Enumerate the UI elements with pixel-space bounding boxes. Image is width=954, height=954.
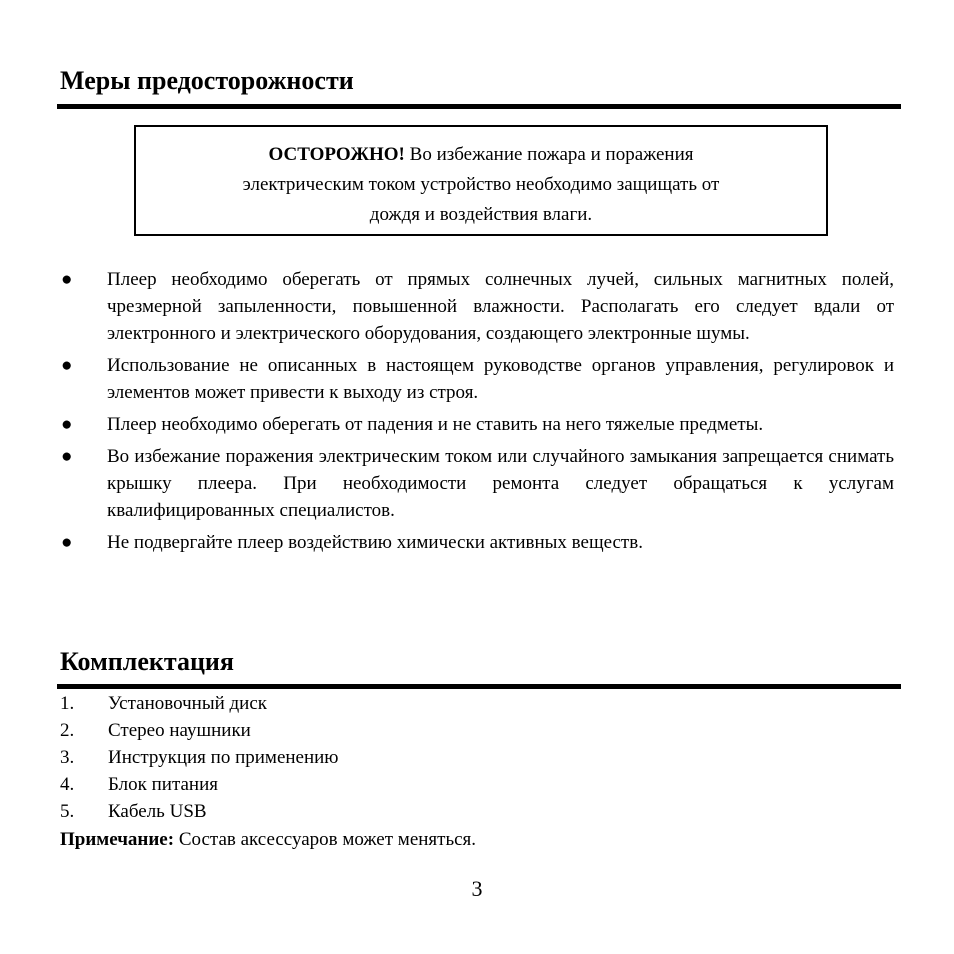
precautions-heading-rule [57, 104, 901, 109]
list-item [60, 744, 894, 771]
warning-line-1 [136, 140, 826, 170]
contents-heading-rule [57, 684, 901, 689]
list-number: 2. [60, 720, 75, 741]
list-number: 3. [60, 747, 75, 768]
list-item [60, 690, 894, 717]
warning-label: ОСТОРОЖНО! [268, 144, 405, 165]
list-item [60, 352, 894, 406]
contents-list [60, 690, 894, 825]
bullet-icon: ● [61, 414, 73, 435]
list-number: 1. [60, 693, 75, 714]
warning-line-2: электрическим током устройство необходимо защищать от [242, 174, 720, 195]
list-item [60, 798, 894, 825]
list-item [60, 411, 894, 438]
list-item-text: Блок питания [108, 774, 219, 795]
note-label: Примечание: [60, 829, 175, 850]
warning-box [134, 125, 828, 236]
list-number: 4. [60, 774, 75, 795]
list-item-text: Инструкция по применению [108, 747, 339, 768]
list-item [60, 529, 894, 556]
list-item [60, 771, 894, 798]
page-number: 3 [471, 876, 483, 901]
bullet-icon: ● [61, 446, 73, 467]
list-item-text: Кабель USB [108, 801, 207, 822]
list-item-text: Установочный диск [108, 693, 267, 714]
precautions-heading: Меры предосторожности [60, 66, 354, 95]
list-item-text: Использование не описанных в настоящем руководстве органов управления, регулировок и элементов может привести к выходу из строя. [107, 355, 894, 403]
bullet-icon: ● [61, 355, 73, 376]
list-item-text: Плеер необходимо оберегать от прямых солнечных лучей, сильных магнитных полей, чрезмерной запыленности, повышенной влажности. Располагать его следует вдали от электронного и электрического оборудования, создающего электронные шумы. [107, 269, 894, 344]
warning-line-3: дождя и воздействия влаги. [369, 204, 593, 225]
list-item-text: Во избежание поражения электрическим током или случайного замыкания запрещается снимать крышку плеера. При необходимости ремонта следует обращаться к услугам квалифицированных специалистов. [107, 446, 894, 521]
list-item [60, 266, 894, 347]
list-item-text: Не подвергайте плеер воздействию химически активных веществ. [107, 532, 643, 553]
precautions-list [60, 266, 894, 561]
contents-heading: Комплектация [60, 647, 234, 676]
list-item [60, 443, 894, 524]
list-item-text: Стерео наушники [108, 720, 251, 741]
note-text: Состав аксессуаров может меняться. [178, 829, 477, 850]
note [60, 826, 476, 853]
list-number: 5. [60, 801, 75, 822]
list-item [60, 717, 894, 744]
bullet-icon: ● [61, 532, 73, 553]
warning-text-1: Во избежание пожара и поражения [409, 144, 694, 165]
list-item-text: Плеер необходимо оберегать от падения и не ставить на него тяжелые предметы. [107, 414, 764, 435]
bullet-icon: ● [61, 269, 73, 290]
